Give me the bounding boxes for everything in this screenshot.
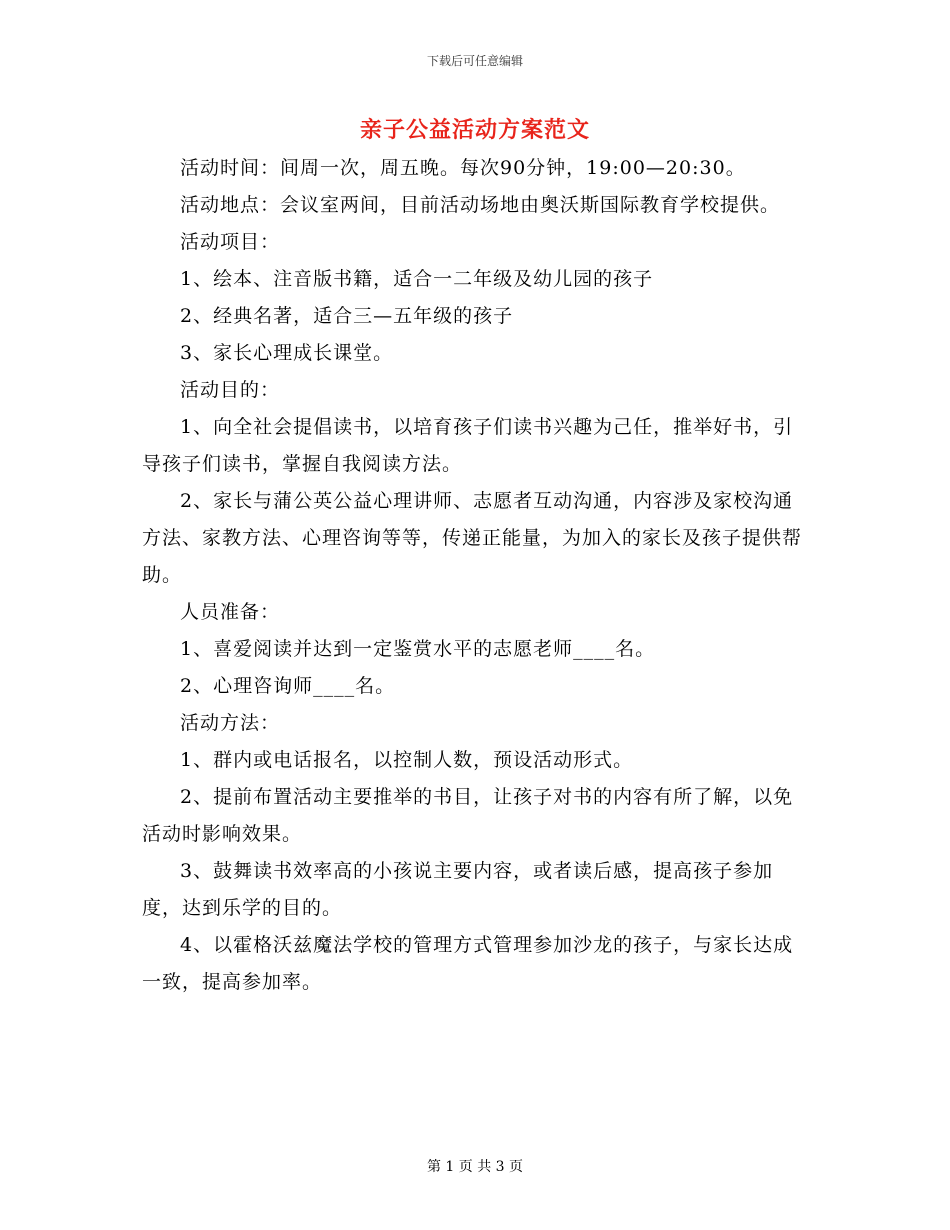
list-item: 1、群内或电话报名，以控制人数，预设活动形式。 <box>180 749 634 771</box>
paragraph-activity-time: 活动时间：间周一次，周五晚。每次90分钟，19:00—20:30。 <box>180 157 746 179</box>
list-item: 1、向全社会提倡读书，以培育孩子们读书兴趣为己任，推举好书，引导孩子们读书，掌握自我阅读方法。 <box>142 416 794 475</box>
document-title: 亲子公益活动方案范文 <box>359 117 590 143</box>
list-item: 2、经典名著，适合三—五年级的孩子 <box>180 305 514 327</box>
document-body <box>142 150 812 1001</box>
list-item: 2、提前布置活动主要推举的书目，让孩子对书的内容有所了解，以免活动时影响效果。 <box>142 786 794 845</box>
list-item: 3、家长心理成长课堂。 <box>180 342 394 364</box>
list-item: 2、家长与蒲公英公益心理讲师、志愿者互动沟通，内容涉及家校沟通方法、家教方法、心理咨询等等，传递正能量，为加入的家长及孩子提供帮助。 <box>142 490 803 586</box>
paragraph-activity-location: 活动地点：会议室两间，目前活动场地由奥沃斯国际教育学校提供。 <box>180 194 781 216</box>
list-item: 4、以霍格沃兹魔法学校的管理方式管理参加沙龙的孩子，与家长达成一致，提高参加率。 <box>142 934 794 993</box>
list-item: 3、鼓舞读书效率高的小孩说主要内容，或者读后感，提高孩子参加度，达到乐学的目的。 <box>142 860 774 919</box>
page-header-note: 下载后可任意编辑 <box>426 54 523 68</box>
list-item: 1、绘本、注音版书籍，适合一二年级及幼儿园的孩子 <box>180 268 654 290</box>
section-heading-activity-goals: 活动目的： <box>180 379 281 401</box>
page-number: 第 1 页 共 3 页 <box>426 1159 524 1175</box>
list-item: 1、喜爱阅读并达到一定鉴赏水平的志愿老师____名。 <box>180 638 656 660</box>
section-heading-activity-items: 活动项目： <box>180 231 281 253</box>
section-heading-staff: 人员准备： <box>180 601 281 623</box>
section-heading-methods: 活动方法： <box>180 712 281 734</box>
list-item: 2、心理咨询师____名。 <box>180 675 396 697</box>
